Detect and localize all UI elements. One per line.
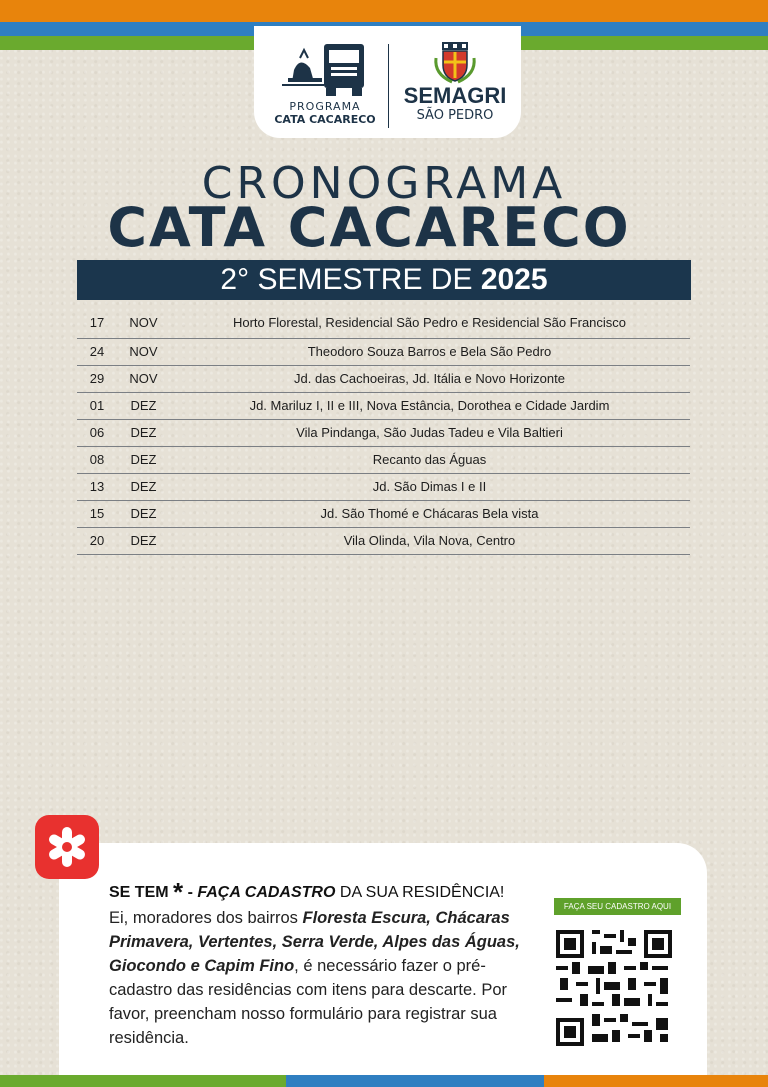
row-neighborhoods: Jd. São Dimas I e II <box>372 479 487 494</box>
row-day: 13 <box>89 479 105 494</box>
schedule-row <box>77 501 690 528</box>
bottom-orange-stripe <box>544 1075 768 1087</box>
schedule-row <box>77 393 690 420</box>
schedule-row <box>77 528 690 555</box>
notice-head-a: SE TEM <box>109 884 174 901</box>
qr-label: FAÇA SEU CADASTRO AQUI <box>554 898 681 915</box>
qr-code-icon[interactable] <box>556 930 672 1046</box>
program-logo <box>266 40 384 130</box>
notice-body-c: , é necessário fazer o pré-cadastro das residências com itens para descarte. Por favor, preencham nosso formulário para registrar sua residência. <box>109 957 508 1047</box>
row-neighborhoods: Horto Florestal, Residencial São Pedro e Residencial São Francisco <box>232 315 627 330</box>
schedule-row <box>77 366 690 393</box>
row-neighborhoods: Jd. São Thomé e Chácaras Bela vista <box>320 506 539 521</box>
semagri-logo <box>396 40 514 130</box>
notice-head-asterisk: * <box>173 877 184 907</box>
top-orange-stripe <box>0 0 768 22</box>
semester-band <box>77 260 691 300</box>
row-day: 24 <box>89 344 105 359</box>
notice-body-a: Ei, moradores dos bairros <box>109 909 303 927</box>
program-label-small: PROGRAMA <box>289 100 361 113</box>
org-name: SEMAGRI <box>403 83 507 108</box>
row-month: DEZ <box>130 398 157 413</box>
row-day: 29 <box>89 371 105 386</box>
row-day: 01 <box>89 398 105 413</box>
title-line-2: CATA CACARECO <box>107 196 631 259</box>
schedule-row <box>77 474 690 501</box>
logo-card <box>254 26 521 138</box>
program-label-big: CATA CACARECO <box>274 113 376 126</box>
row-neighborhoods: Vila Pindanga, São Judas Tadeu e Vila Baltieri <box>296 425 563 440</box>
notice-body-neighborhoods: Floresta Escura, Chácaras Primavera, Vertentes, Serra Verde, Alpes das Águas, Giocondo e Capim Fino <box>109 909 520 975</box>
notice-heading <box>109 877 504 908</box>
row-month: DEZ <box>130 452 157 467</box>
row-neighborhoods: Recanto das Águas <box>372 452 487 467</box>
row-month: NOV <box>129 371 158 386</box>
row-day: 15 <box>89 506 105 521</box>
schedule-table <box>77 310 690 555</box>
notice-head-b: - <box>183 884 198 901</box>
notice-head-d: DA SUA RESIDÊNCIA! <box>335 884 505 901</box>
asterisk-badge <box>35 815 99 879</box>
bottom-green-stripe <box>0 1075 286 1087</box>
coat-of-arms-icon <box>432 40 478 84</box>
row-neighborhoods: Jd. Mariluz I, II e III, Nova Estância, Dorothea e Cidade Jardim <box>249 398 610 413</box>
row-neighborhoods: Jd. das Cachoeiras, Jd. Itália e Novo Horizonte <box>294 371 565 386</box>
notice-head-c: FAÇA CADASTRO <box>197 884 336 901</box>
row-neighborhoods: Theodoro Souza Barros e Bela São Pedro <box>307 344 552 359</box>
row-month: NOV <box>129 315 158 330</box>
row-month: DEZ <box>130 533 157 548</box>
schedule-row <box>77 310 690 339</box>
notice-body <box>109 906 549 1050</box>
row-month: DEZ <box>130 425 157 440</box>
org-city: SÃO PEDRO <box>416 108 494 123</box>
row-day: 08 <box>89 452 105 467</box>
schedule-row <box>77 447 690 474</box>
row-day: 20 <box>89 533 105 548</box>
row-day: 17 <box>89 315 105 330</box>
semester-prefix: 2° SEMESTRE DE <box>220 263 481 296</box>
truck-icon <box>280 40 370 98</box>
row-neighborhoods: Vila Olinda, Vila Nova, Centro <box>343 533 516 548</box>
row-day: 06 <box>89 425 105 440</box>
logo-divider <box>388 44 389 128</box>
bottom-blue-stripe <box>286 1075 544 1087</box>
title-line-1: CRONOGRAMA <box>201 158 567 209</box>
row-month: DEZ <box>130 479 157 494</box>
row-month: NOV <box>129 344 158 359</box>
schedule-row <box>77 420 690 447</box>
row-month: DEZ <box>130 506 157 521</box>
semester-year: 2025 <box>480 263 548 296</box>
schedule-row <box>77 339 690 366</box>
asterisk-icon <box>45 825 89 869</box>
